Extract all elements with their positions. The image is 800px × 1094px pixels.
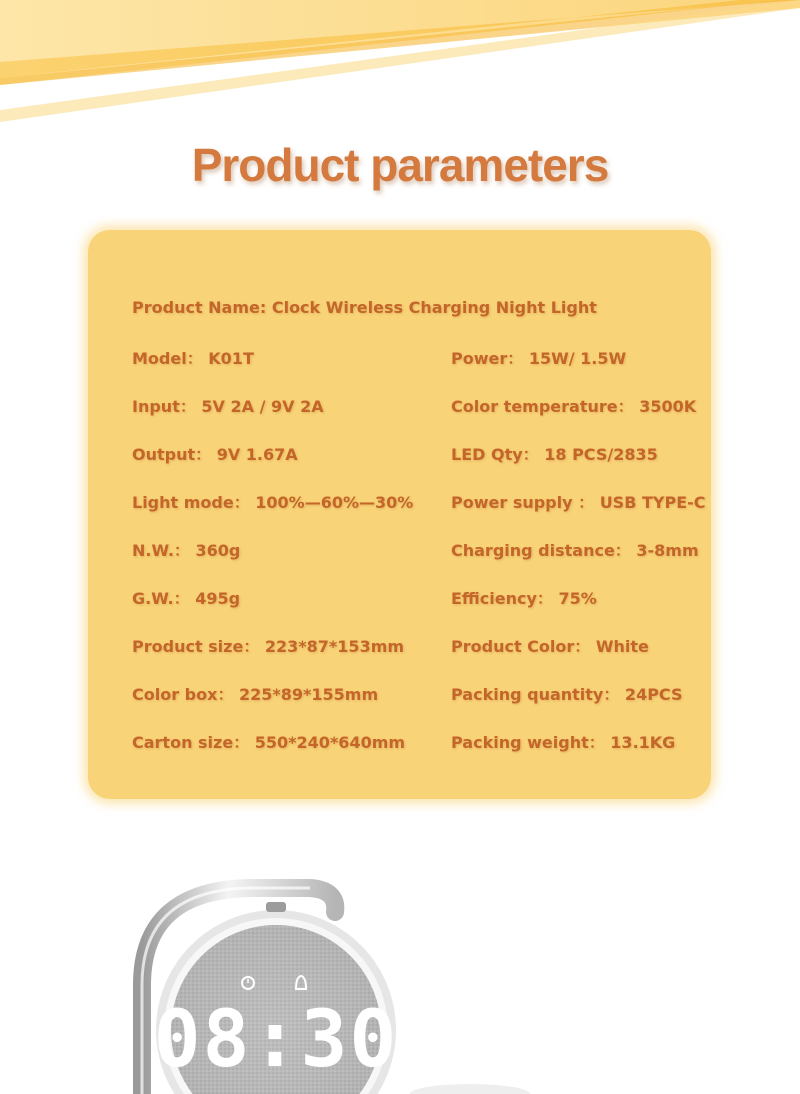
spec-product-color: Product Color： White: [451, 637, 649, 656]
page-title: Product parameters: [191, 139, 609, 191]
spec-packing-weight: Packing weight： 13.1KG: [451, 733, 676, 752]
spec-color-temperature: Color temperature： 3500K: [451, 397, 697, 416]
top-banner-stripe: [0, 0, 800, 130]
spec-packing-quantity: Packing quantity： 24PCS: [451, 685, 683, 704]
spec-gross-weight: G.W.： 495g: [132, 589, 241, 608]
spec-carton-size: Carton size： 550*240*640mm: [132, 733, 406, 752]
spec-net-weight: N.W.： 360g: [132, 541, 241, 560]
spec-power: Power： 15W/ 1.5W: [451, 349, 627, 368]
spec-color-box: Color box： 225*89*155mm: [132, 685, 379, 704]
spec-output: Output： 9V 1.67A: [132, 445, 298, 464]
spec-product-size: Product size： 223*87*153mm: [132, 637, 405, 656]
parameters-card: [88, 230, 711, 799]
spec-input: Input： 5V 2A / 9V 2A: [132, 397, 324, 416]
spec-power-supply: Power supply ： USB TYPE-C: [451, 493, 706, 512]
spec-led-qty: LED Qty： 18 PCS/2835: [451, 445, 658, 464]
product-name: Product Name: Clock Wireless Charging Night Light: [132, 298, 597, 317]
spec-light-mode: Light mode： 100%—60%—30%: [132, 493, 414, 512]
clock-display-digits: 08:30: [153, 995, 399, 1085]
spec-model: Model： K01T: [132, 349, 254, 368]
product-image-clock: [0, 820, 800, 1094]
spec-efficiency: Efficiency： 75%: [451, 589, 597, 608]
spec-charging-distance: Charging distance： 3-8mm: [451, 541, 699, 560]
